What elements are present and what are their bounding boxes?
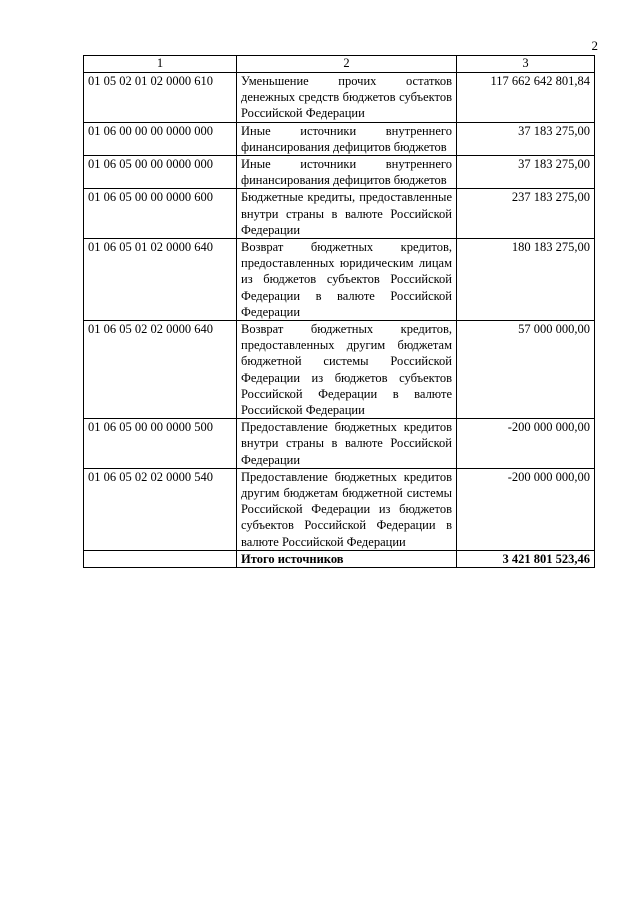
row-code: 01 06 05 00 00 0000 600 xyxy=(84,189,237,239)
row-name: Возврат бюджетных кредитов, предоставленных другим бюджетам бюджетной системы Российской Федерации из бюджетов субъектов Российской Федерации в валюте Российской Федерации xyxy=(237,321,457,419)
row-name: Возврат бюджетных кредитов, предоставленных юридическим лицам из бюджетов субъектов Российской Федерации в валюте Российской Федерации xyxy=(237,239,457,321)
total-row xyxy=(84,550,595,567)
row-name: Предоставление бюджетных кредитов внутри страны в валюте Российской Федерации xyxy=(237,419,457,469)
row-amount: 37 183 275,00 xyxy=(457,156,595,189)
row-amount: 117 662 642 801,84 xyxy=(457,73,595,123)
table-row xyxy=(84,73,595,123)
row-amount: 180 183 275,00 xyxy=(457,239,595,321)
row-name: Предоставление бюджетных кредитов другим бюджетам бюджетной системы Российской Федерации из бюджетов субъектов Российской Федерации в валюте Российской Федерации xyxy=(237,468,457,550)
row-code: 01 06 05 01 02 0000 640 xyxy=(84,239,237,321)
row-code: 01 06 05 02 02 0000 640 xyxy=(84,321,237,419)
row-name: Бюджетные кредиты, предоставленные внутри страны в валюте Российской Федерации xyxy=(237,189,457,239)
page-number: 2 xyxy=(591,38,598,53)
row-code: 01 06 05 00 00 0000 500 xyxy=(84,419,237,469)
header-col-2: 2 xyxy=(237,56,457,73)
total-amount: 3 421 801 523,46 xyxy=(457,550,595,567)
table-row xyxy=(84,122,595,155)
row-amount: 37 183 275,00 xyxy=(457,122,595,155)
table-row xyxy=(84,156,595,189)
row-amount: 57 000 000,00 xyxy=(457,321,595,419)
row-name: Уменьшение прочих остатков денежных средств бюджетов субъектов Российской Федерации xyxy=(237,73,457,123)
row-amount: -200 000 000,00 xyxy=(457,419,595,469)
total-label: Итого источников xyxy=(237,550,457,567)
row-code: 01 06 00 00 00 0000 000 xyxy=(84,122,237,155)
budget-sources-table xyxy=(83,55,595,568)
table-row xyxy=(84,419,595,469)
table-row xyxy=(84,239,595,321)
row-amount: -200 000 000,00 xyxy=(457,468,595,550)
total-code xyxy=(84,550,237,567)
row-code: 01 06 05 00 00 0000 000 xyxy=(84,156,237,189)
row-name: Иные источники внутреннего финансирования дефицитов бюджетов xyxy=(237,122,457,155)
row-name: Иные источники внутреннего финансирования дефицитов бюджетов xyxy=(237,156,457,189)
header-col-3: 3 xyxy=(457,56,595,73)
table-row xyxy=(84,468,595,550)
header-col-1: 1 xyxy=(84,56,237,73)
table-row xyxy=(84,189,595,239)
table-row xyxy=(84,321,595,419)
header-row xyxy=(84,56,595,73)
row-code: 01 06 05 02 02 0000 540 xyxy=(84,468,237,550)
row-amount: 237 183 275,00 xyxy=(457,189,595,239)
row-code: 01 05 02 01 02 0000 610 xyxy=(84,73,237,123)
